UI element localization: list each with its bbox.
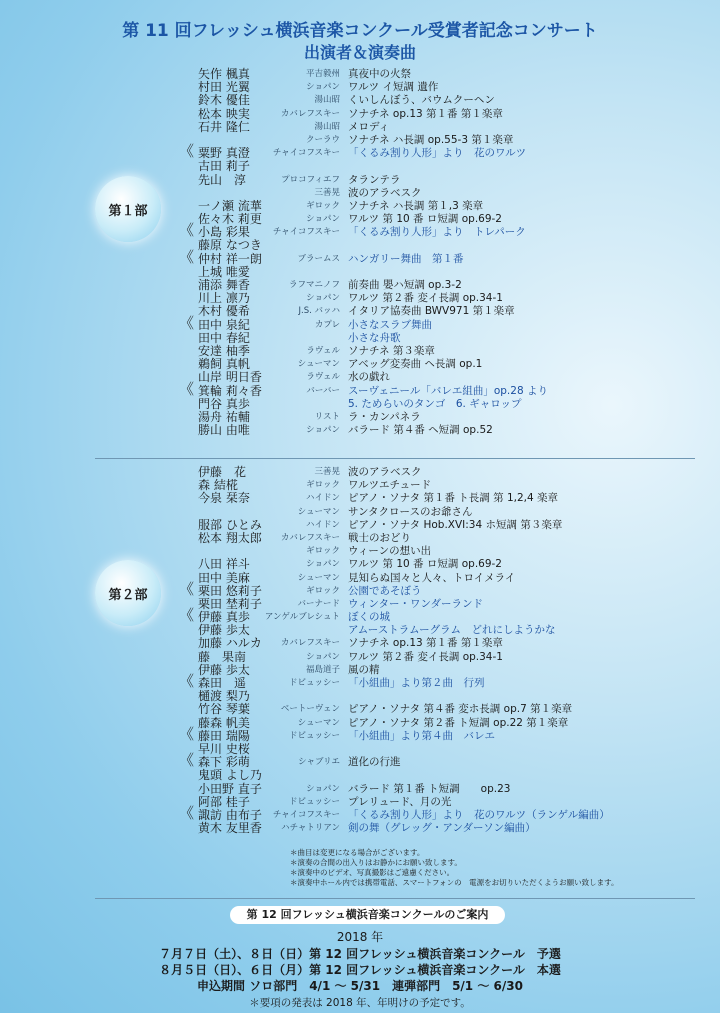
performer-name: 勝山 由唯 [198,423,250,438]
program-row [160,796,720,809]
composer-name: カバレフスキー [280,638,340,649]
piece-title: ウィンター・ワンダーランド [348,597,484,610]
piece-title: 「くるみ割り人形」より 花のワルツ [348,147,527,160]
piece-title: アベッグ変奏曲 ヘ長調 op.1 [348,358,483,371]
performer-name: 小島 彩果 [198,225,250,240]
piece-title: ピアノ・ソナタ 第２番 ト短調 op.22 第１楽章 [348,716,569,729]
piece-title: スーヴェニール「バレエ組曲」op.28 より [348,384,548,397]
composer-name: 三善晃 [314,187,340,198]
program-row [160,466,720,479]
performer-name: 伊藤 花 [198,465,247,479]
program-row [160,717,720,730]
section-divider [95,898,695,899]
composer-name: リスト [314,411,340,422]
program-row [160,108,720,121]
duet-bracket-icon: 《 [179,803,195,822]
composer-name: ギロック [306,585,340,596]
performer-name: 一ノ瀬 流華 [198,198,262,213]
performer-name: 浦添 舞香 [198,278,250,292]
composer-name: クーラウ [305,134,340,145]
performer-name: 山岸 明日香 [198,370,262,385]
composer-name: ベートーヴェン [280,704,340,715]
part1-program [160,68,720,437]
piece-title: 「くるみ割り人形」より 花のワルツ（ランゲル編曲） [348,808,610,821]
note-item: ＊曲目は変更になる場合がございます。 [290,848,425,857]
composer-name: J.S. バッハ [298,306,340,317]
performer-name: 矢作 楓真 [198,67,250,81]
composer-name: チャイコフスキー [272,809,340,820]
piece-title: ワルツ 第 10 番 ロ短調 op.69-2 [348,213,502,226]
program-row [160,703,720,716]
program-row [160,532,720,545]
program-row [160,239,720,252]
performer-name: 鬼頭 よし乃 [198,768,262,783]
piece-title: バラード 第４番 ヘ短調 op.52 [348,424,493,437]
composer-name: バーナード [297,598,340,609]
piece-title: ソナチネ op.13 第１番 第１楽章 [348,637,503,650]
composer-name: ドビュッシー [288,730,340,741]
program-row [160,651,720,664]
performer-name: 栗田 悠莉子 [198,583,262,598]
piece-title: 戦士のおどり [348,531,411,544]
composer-name: シューマン [297,359,340,370]
performer-name: 藤原 なつき [198,238,262,253]
note-item: ＊演奏中ホール内では携帯電話、スマートフォンの 電源をお切りいただくようお願い致します。 [290,878,619,887]
page-subtitle: 出演者＆演奏曲 [303,43,416,62]
program-row [160,371,720,384]
composer-name: 福島道子 [305,664,340,675]
piece-title: プレリュード、月の光 [348,795,452,808]
info-final: ８月５日（日）、６日（月）第 12 回フレッシュ横浜音楽コンクール 本選 [159,963,561,977]
composer-name: ショパン [306,651,340,662]
composer-name: ラヴェル [306,345,340,356]
composer-name: ラフマニノフ [288,280,340,290]
piece-title: ワルツエチュード [348,479,432,492]
composer-name: ブラームス [297,253,340,264]
program-row [160,332,720,345]
composer-name: チャイコフスキー [272,227,340,238]
performer-name: 今泉 栞奈 [198,491,250,506]
composer-name: カバレフスキー [280,532,340,543]
composer-name: 湯山昭 [314,121,340,132]
piece-title: バラード 第１番 ト短調 op.23 [348,782,511,795]
program-row [160,579,720,598]
program-row [160,558,720,571]
performer-name: 小田野 直子 [198,781,262,796]
program-row [160,305,720,318]
performer-name: 竹谷 琴葉 [198,702,250,717]
performer-name: 八田 祥斗 [198,557,250,572]
performer-name: 諏訪 由布子 [198,807,262,822]
piece-title: ワルツ 第２番 変イ長調 op.34-1 [348,292,503,305]
performer-name: 田中 春紀 [198,330,250,345]
program-row [160,313,720,332]
piece-title: 小さなスラブ舞曲 [348,318,432,331]
composer-name: シャブリエ [298,757,340,768]
composer-name: バーバー [306,385,340,396]
composer-name: ハチャトリアン [281,823,340,834]
program-row [160,769,720,782]
program-row [160,247,720,266]
piece-title: ソナチネ ハ長調 op.55-3 第１楽章 [348,133,514,146]
performer-name: 森下 彩萌 [198,755,250,770]
composer-name: ドビュッシー [288,796,340,807]
info-note: ＊要項の発表は 2018 年、年明けの予定です。 [249,997,471,1009]
piece-title: ピアノ・ソナタ 第４番 変ホ長調 op.7 第１楽章 [348,703,573,716]
composer-name: プロコフィエフ [281,174,340,185]
piece-title: 「小組曲」より第２曲 行列 [348,677,485,689]
piece-title: サンタクロースのお爺さん [348,505,473,518]
performer-name: 川上 凛乃 [198,291,250,306]
composer-name: ギロック [306,480,340,491]
program-row [160,724,720,743]
piece-title: メロディ [348,120,390,133]
duet-bracket-icon: 《 [179,579,195,598]
piece-title: 見知らぬ国々と人々、トロイメライ [348,571,516,584]
program-row [160,637,720,650]
duet-bracket-icon: 《 [179,672,195,690]
program-row [160,783,720,796]
composer-name: シューマン [297,717,340,728]
piece-title: 波のアラベスク [348,186,422,199]
piece-title: イタリア協奏曲 BWV971 第１楽章 [348,305,515,318]
performer-name: 松本 映実 [198,106,250,121]
program-row [160,822,720,835]
piece-title: 「小組曲」より第４曲 バレエ [348,729,495,742]
composer-name: ギロック [306,200,340,211]
performer-name: 藤 果南 [198,649,247,664]
piece-title: ウィーンの想い出 [348,545,432,558]
section-divider [95,458,695,459]
performer-name: 安達 柚季 [198,343,250,358]
performer-name: 栗田 埜莉子 [198,596,262,611]
piece-title: 5. ためらいのタンゴ 6. ギャロップ [348,397,522,410]
composer-name: カプレ [314,319,340,330]
composer-name: ハイドン [305,519,340,530]
performer-name: 仲村 祥一朗 [198,251,262,266]
program-row [160,398,720,411]
info-banner: 第 12 回フレッシュ横浜音楽コンクールのご案内 [230,906,505,924]
composer-name: ギロック [306,546,340,557]
composer-name: チャイコフスキー [272,148,340,159]
composer-name: カバレフスキー [280,108,340,119]
composer-name: 平吉毅州 [305,69,340,79]
performer-name: 湯舟 祐輔 [198,409,250,424]
program-row [160,492,720,505]
program-row [160,424,720,437]
duet-bracket-icon: 《 [179,379,195,398]
program-row [160,160,720,173]
piece-title: ワルツ 第 10 番 ロ短調 op.69-2 [348,558,502,571]
performer-name: 田中 美麻 [198,570,250,585]
piece-title: タランテラ [348,173,401,186]
performer-name: 粟野 真澄 [198,146,250,161]
performer-name: 佐々木 莉更 [198,212,262,227]
piece-title: 風の精 [348,663,380,676]
info-preliminary: ７月７日（土）、８日（日）第 12 回フレッシュ横浜音楽コンクール 予選 [159,947,561,961]
performer-name: 鵜飼 真帆 [198,357,250,372]
piece-title: ラ・カンパネラ [348,410,421,423]
duet-bracket-icon: 《 [179,724,195,743]
performer-name: 伊藤 歩太 [198,662,250,677]
piece-title: ピアノ・ソナタ 第１番 ト長調 第 1,2,4 楽章 [348,492,559,505]
duet-bracket-icon: 《 [179,751,195,770]
info-application-period: 申込期間 ソロ部門 4/1 ～ 5/31 連弾部門 5/1 ～ 6/30 [197,979,523,993]
program-row [160,519,720,532]
composer-name: ハイドン [305,493,340,504]
composer-name: ショパン [306,214,340,225]
composer-name: アンゲルブレシュト [264,612,340,623]
part1-badge: 第１部 [95,176,161,242]
piece-title: ワルツ イ短調 遺作 [348,81,439,94]
program-row [160,174,720,187]
piece-title: 水の戯れ [348,371,390,384]
performer-name: 加藤 ハルカ [198,636,262,651]
piece-title: ハンガリー舞曲 第１番 [348,252,464,265]
performer-name: 早川 史桜 [198,741,250,756]
performer-name: 村田 光翼 [198,80,250,95]
composer-name: ショパン [306,559,340,570]
duet-bracket-icon: 《 [179,221,195,240]
duet-bracket-icon: 《 [179,606,195,625]
performer-name: 阿部 桂子 [198,794,250,809]
performer-name: 箕輪 莉々香 [198,383,262,398]
notes-list [290,848,619,888]
note-item: ＊演奏の合間の出入りはお静かにお願い致します。 [290,858,462,867]
piece-title: 小さな舟歌 [348,331,401,344]
piece-title: 「くるみ割り人形」より トレパーク [348,226,526,239]
piece-title: ぼくの城 [348,611,390,624]
piece-title: ピアノ・ソナタ Hob.XVI:34 ホ短調 第３楽章 [348,518,563,531]
composer-name: ショパン [306,425,340,436]
performer-name: 門谷 真歩 [198,396,250,411]
duet-bracket-icon: 《 [179,142,195,161]
composer-name: 三善晃 [314,467,340,477]
performer-name: 木村 優希 [198,304,250,319]
piece-title: アムーストラムーグラム どれにしようかな [348,624,556,637]
performer-name: 鈴木 優佳 [198,93,250,108]
piece-title: ソナチネ 第３楽章 [348,344,435,357]
performer-name: 石井 隆仁 [198,119,250,134]
performer-name: 森田 遥 [198,676,247,690]
piece-title: ソナチネ ハ長調 第１,3 楽章 [348,199,484,212]
composer-name: ドビュッシー [288,678,340,688]
performer-name: 伊藤 歩太 [198,623,250,638]
composer-name: 湯山昭 [314,95,340,106]
page-title: 第 11 回フレッシュ横浜音楽コンクール受賞者記念コンサート [122,21,598,41]
performer-name: 藤田 瑞陽 [198,728,250,743]
composer-name: シューマン [297,572,340,583]
performer-name: 森 結椛 [198,478,238,493]
program-row [160,572,720,585]
program-row [160,379,720,398]
performer-name: 黄木 友里香 [198,821,262,836]
piece-title: くいしんぼう、バウムクーヘン [348,94,495,107]
composer-name: ラヴェル [306,372,340,383]
composer-name: ショパン [306,783,340,794]
program-row [160,506,720,519]
part2-program [160,466,720,835]
performer-name: 古田 莉子 [198,159,250,174]
note-item: ＊演奏中のビデオ、写真撮影はご遠慮ください。 [290,868,455,877]
piece-title: 前奏曲 嬰ハ短調 op.3-2 [348,279,462,291]
performer-name: 松本 翔太郎 [198,530,262,545]
performer-name: 藤森 帆美 [198,715,250,730]
part2-badge: 第２部 [95,560,161,626]
duet-bracket-icon: 《 [179,313,195,332]
performer-name: 樋渡 梨乃 [198,689,250,704]
performer-name: 田中 泉紀 [198,317,250,332]
performer-name: 先山 淳 [198,172,247,187]
piece-title: ソナチネ op.13 第１番 第１楽章 [348,107,503,120]
composer-name: シューマン [297,506,340,517]
piece-title: 公園であそぼう [348,584,422,597]
performer-name: 上城 唯愛 [198,264,250,279]
piece-title: 剣の舞（グレッグ・アンダーソン編曲） [348,822,536,835]
piece-title: 真夜中の火祭 [348,68,411,80]
duet-bracket-icon: 《 [179,247,195,266]
performer-name: 伊藤 真歩 [198,610,250,625]
program-row [160,94,720,107]
composer-name: ショパン [306,293,340,304]
info-year: 2018 年 [336,930,384,944]
piece-title: 波のアラベスク [348,466,422,478]
program-row [160,121,720,134]
performer-name: 服部 ひとみ [198,517,262,532]
piece-title: 道化の行進 [348,756,401,769]
composer-name: ショパン [306,82,340,93]
piece-title: ワルツ 第２番 変イ長調 op.34-1 [348,650,503,663]
program-row [160,187,720,200]
